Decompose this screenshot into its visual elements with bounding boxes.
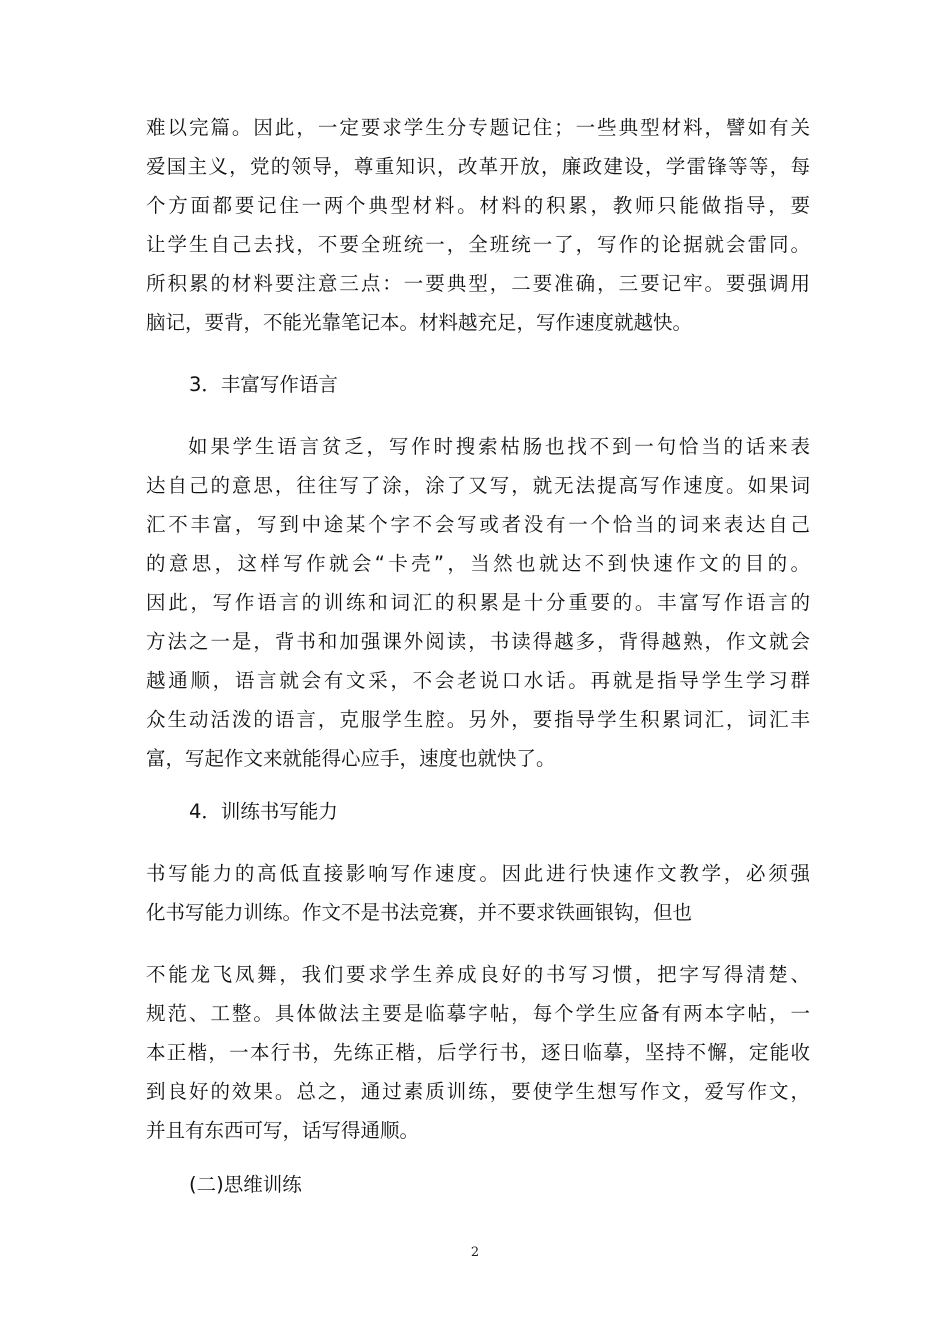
text-line: 书写能力的高低直接影响写作速度。因此进行快速作文教学，必须强 [146,862,810,885]
text-line: 并且有东西可写，话写得通顺。 [146,1119,420,1142]
text-line: 到良好的效果。总之，通过素质训练，要使学生想写作文，爱写作文， [146,1080,810,1103]
text-line: 规范、工整。具体做法主要是临摹字帖，每个学生应备有两本字帖，一 [146,1002,810,1025]
section-heading-3: 3．丰富写作语言 [189,373,338,396]
section-heading-4: 4．训练书写能力 [189,800,338,823]
text-line: 达自己的意思，往往写了涂，涂了又写，就无法提高写作速度。如果词 [146,474,810,497]
section-heading-thinking-training: (二)思维训练 [189,1173,302,1196]
text-line: 的意思，这样写作就会“卡壳”，当然也就达不到快速作文的目的。 [146,552,810,575]
text-line: 难以完篇。因此，一定要求学生分专题记住；一些典型材料，譬如有关 [146,116,810,139]
text-line: 所积累的材料要注意三点：一要典型，二要准确，三要记牢。要强调用 [146,272,810,295]
text-line: 富，写起作文来就能得心应手，速度也就快了。 [146,747,556,770]
text-line: 脑记，要背，不能光靠笔记本。材料越充足，写作速度就越快。 [146,311,693,334]
page-number: 2 [470,1245,480,1260]
text-line: 方法之一是，背书和加强课外阅读，书读得越多，背得越熟，作文就会 [146,630,810,653]
text-line: 如果学生语言贫乏，写作时搜索枯肠也找不到一句恰当的话来表 [188,435,810,458]
text-line: 爱国主义，党的领导，尊重知识，改革开放，廉政建设，学雷锋等等，每 [146,155,810,178]
text-line: 让学生自己去找，不要全班统一，全班统一了，写作的论据就会雷同。 [146,233,810,256]
text-line: 越通顺，语言就会有文采，不会老说口水话。再就是指导学生学习群 [146,669,810,692]
text-line: 化书写能力训练。作文不是书法竞赛，并不要求铁画银钩，但也 [146,901,693,924]
text-line: 本正楷，一本行书，先练正楷，后学行书，逐日临摹，坚持不懈，定能收 [146,1041,810,1064]
text-line: 个方面都要记住一两个典型材料。材料的积累，教师只能做指导，要 [146,194,810,217]
text-line: 不能龙飞凤舞，我们要求学生养成良好的书写习惯，把字写得清楚、 [146,963,810,986]
text-line: 众生动活泼的语言，克服学生腔。另外，要指导学生积累词汇，词汇丰 [146,708,810,731]
text-line: 汇不丰富，写到中途某个字不会写或者没有一个恰当的词来表达自己 [146,513,810,536]
text-line: 因此，写作语言的训练和词汇的积累是十分重要的。丰富写作语言的 [146,591,810,614]
